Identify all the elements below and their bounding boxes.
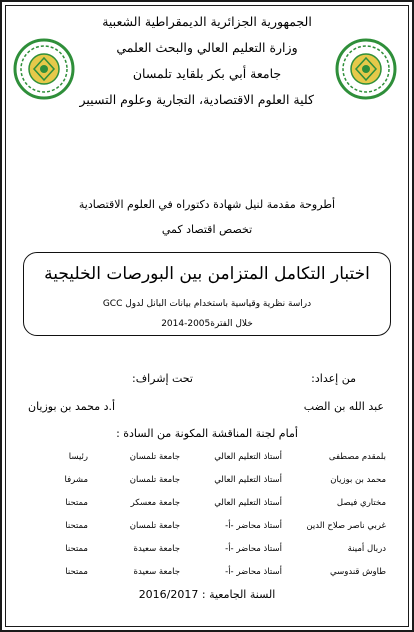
member-role: ممتحنا (65, 498, 88, 508)
committee-row (30, 498, 386, 516)
member-role: رئيسا (68, 452, 88, 462)
member-name: مختاري فيصل (336, 498, 386, 508)
member-name: دربال أمينة (347, 544, 386, 554)
prepared-by-label: من إعداد: (311, 372, 356, 385)
academic-year: السنة الجامعية : 2016/2017 (138, 588, 276, 601)
committee-row (30, 544, 386, 562)
committee-row (30, 567, 386, 585)
member-university: جامعة تلمسان (129, 452, 180, 462)
author-name: عبد الله بن الضب (303, 400, 384, 413)
university-heading: جامعة أبي بكر بلقايد تلمسان (132, 66, 282, 81)
ministry-heading: وزارة التعليم العالي والبحث العلمي (116, 40, 298, 55)
supervisor-label: تحت إشراف: (132, 372, 193, 385)
thesis-title: اختبار التكامل المتزامن بين البورصات الخليجية (44, 264, 370, 284)
thesis-period: خلال الفترة2005-2014 (161, 319, 253, 329)
committee-row (30, 452, 386, 470)
member-name: غربي ناصر صلاح الدين (306, 521, 386, 531)
member-name: بلمقدم مصطفى (328, 452, 386, 462)
committee-row (30, 475, 386, 493)
specialty-line: تخصص اقتصاد كمي (161, 223, 253, 236)
member-university: جامعة سعيدة (133, 544, 180, 554)
member-rank: أستاذ محاضر -أ- (225, 544, 282, 554)
member-rank: أستاذ محاضر -أ- (225, 521, 282, 531)
member-university: جامعة معسكر (130, 498, 180, 508)
member-role: مشرفا (64, 475, 88, 485)
committee-title: أمام لجنة المناقشة المكونة من السادة : (116, 427, 298, 440)
member-role: ممتحنا (65, 544, 88, 554)
member-role: ممتحنا (65, 521, 88, 531)
member-university: جامعة تلمسان (129, 475, 180, 485)
member-rank: أستاذ محاضر -أ- (225, 567, 282, 577)
thesis-subtitle: دراسة نظرية وقياسية باستخدام بيانات البانل لدول GCC (102, 299, 312, 309)
republic-heading: الجمهورية الجزائرية الديمقراطية الشعبية (102, 14, 312, 29)
member-role: ممتحنا (65, 567, 88, 577)
member-rank: أستاذ التعليم العالي (214, 452, 282, 462)
member-university: جامعة سعيدة (133, 567, 180, 577)
member-rank: أستاذ التعليم العالي (214, 498, 282, 508)
faculty-heading: كلية العلوم الاقتصادية، التجارية وعلوم التسيير (79, 92, 314, 107)
university-seal-icon (13, 38, 75, 100)
committee-row (30, 521, 386, 539)
member-rank: أستاذ التعليم العالي (214, 475, 282, 485)
member-name: محمد بن بوزيان (330, 475, 386, 485)
degree-line: أطروحة مقدمة لنيل شهادة دكتوراه في العلوم الاقتصادية (78, 198, 336, 211)
member-name: طاوش قندوسي (330, 567, 386, 577)
supervisor-name: أ.د محمد بن بوزيان (28, 400, 116, 413)
university-seal-icon (335, 38, 397, 100)
member-university: جامعة تلمسان (129, 521, 180, 531)
